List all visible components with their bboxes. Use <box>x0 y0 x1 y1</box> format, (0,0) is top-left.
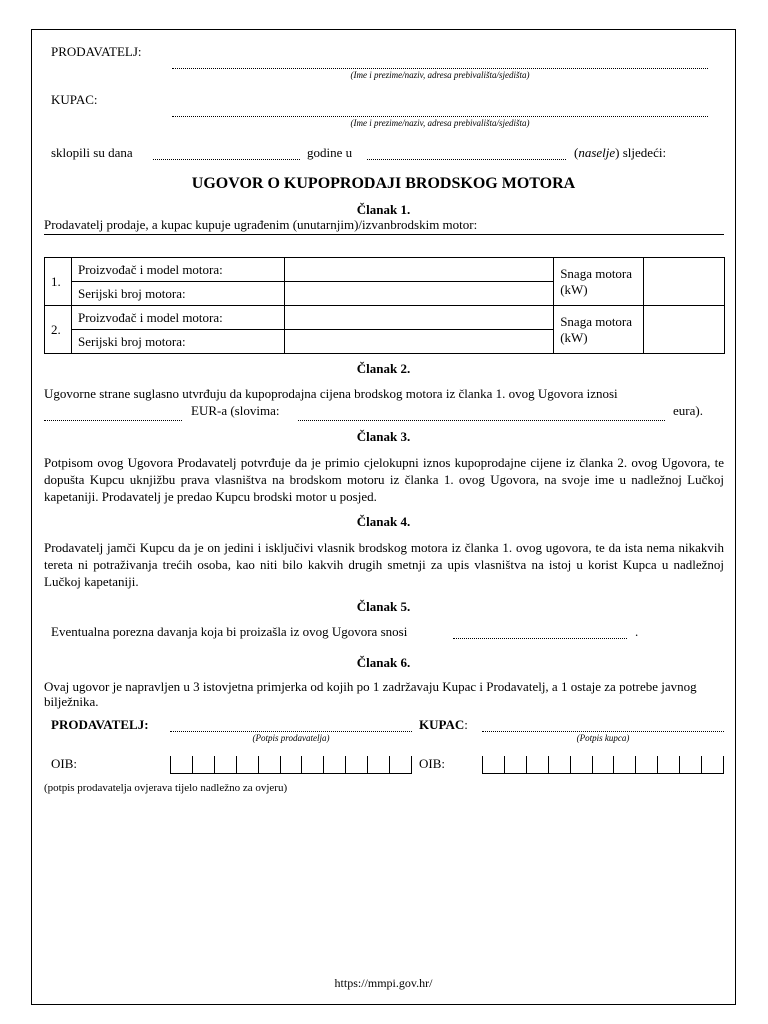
motor2-model-label: Proizvođač i model motora: <box>71 306 284 330</box>
article6-heading: Članak 6. <box>356 655 411 670</box>
motor1-serial-label: Serijski broj motora: <box>71 282 284 306</box>
article4-text: Prodavatelj jamči Kupcu da je on jedini i isključivi vlasnik brodskog motora iz članka 1. ovog ugovora, te da ista nema nikakvih tereta ni potraživanja trećih osoba, kao niti bilo kakvih drugih smetnji za upis vlasništva na istoj u korist Kupca u nadležnoj Lučkoj kapetaniji. <box>44 540 724 589</box>
place-field[interactable] <box>367 159 566 160</box>
tax-payer-field[interactable] <box>453 638 627 639</box>
motor1-power-field[interactable] <box>644 258 725 306</box>
seller-name-field[interactable] <box>172 68 708 69</box>
motor2-serial-field[interactable] <box>284 330 553 354</box>
article2-text: Ugovorne strane suglasno utvrđuju da kupoprodajna cijena brodskog motora iz članka 1. ovog Ugovora iznosi <box>44 386 618 401</box>
contract-title: UGOVOR O KUPOPRODAJI BRODSKOG MOTORA <box>191 175 576 192</box>
seller-name-hint: (Ime i prezime/naziv, adresa prebivališta/sjedišta) <box>350 70 530 80</box>
motor2-serial-label: Serijski broj motora: <box>71 330 284 354</box>
footer-url[interactable]: https://mmpi.gov.hr/ <box>334 976 433 990</box>
place-hint: (naselje) sljedeći: <box>574 145 667 160</box>
article5-end: . <box>635 624 639 639</box>
buyer-name-hint: (Ime i prezime/naziv, adresa prebivališta/sjedišta) <box>350 118 530 128</box>
date-field[interactable] <box>153 159 300 160</box>
concluded-on-text: sklopili su dana <box>51 145 133 160</box>
seller-signature-hint: (Potpis prodavatelja) <box>252 733 330 743</box>
motor1-model-field[interactable] <box>284 258 553 282</box>
buyer-signature-hint: (Potpis kupca) <box>576 733 630 743</box>
article1-text: Prodavatelj prodaje, a kupac kupuje ugrađenim (unutarnjim)/izvanbrodskim motor: <box>44 217 724 235</box>
motor2-number: 2. <box>45 306 72 354</box>
article4-heading: Članak 4. <box>356 514 411 529</box>
article5-heading: Članak 5. <box>356 599 411 614</box>
certification-note: (potpis prodavatelja ovjerava tijelo nadležno za ovjeru) <box>44 782 288 794</box>
signature-buyer-label: KUPAC: <box>419 717 468 732</box>
article3-heading: Članak 3. <box>356 429 411 444</box>
article5-text: Eventualna porezna davanja koja bi proizašla iz ovog Ugovora snosi <box>51 624 408 639</box>
buyer-oib-label: OIB: <box>419 756 445 771</box>
motor2-model-field[interactable] <box>284 306 553 330</box>
seller-signature-field[interactable] <box>170 731 412 732</box>
motor2-power-label: Snaga motora (kW) <box>554 306 644 354</box>
buyer-label: KUPAC: <box>51 92 98 107</box>
article2-heading: Članak 2. <box>356 361 411 376</box>
seller-oib-label: OIB: <box>51 756 77 771</box>
eur-words-label: EUR-a (slovima: <box>191 403 280 418</box>
article3-text: Potpisom ovog Ugovora Prodavatelj potvrđuje da je primio cjelokupni iznos kupoprodajne cijene iz članka 2. ovog Ugovora, te dopušta Kupcu uknjižbu prava vlasništva na brodskom motoru iz članka 1. ovog Ugovora, na svoje ime u nadležnoj Lučkoj kapetaniji. Prodavatelj je predao Kupcu brodski motor u posjed. <box>44 455 724 504</box>
motors-table <box>44 257 725 354</box>
price-amount-field[interactable] <box>44 420 182 421</box>
article6-text: Ovaj ugovor je napravljen u 3 istovjetna primjerka od kojih po 1 zadržavaju Kupac i Prodavatelj, a 1 ostaje za potrebe javnog bilježnika. <box>44 679 697 709</box>
signature-seller-label: PRODAVATELJ: <box>51 717 149 732</box>
price-words-field[interactable] <box>298 420 665 421</box>
buyer-oib-boxes[interactable] <box>482 756 724 774</box>
motor2-power-field[interactable] <box>644 306 725 354</box>
motor1-power-label: Snaga motora (kW) <box>554 258 644 306</box>
motor1-number: 1. <box>45 258 72 306</box>
seller-label: PRODAVATELJ: <box>51 44 142 59</box>
motor2-row-model <box>45 306 725 330</box>
seller-oib-boxes[interactable] <box>170 756 412 774</box>
year-in-text: godine u <box>307 145 353 160</box>
article1-heading: Članak 1. <box>356 202 411 217</box>
motor1-row-model <box>45 258 725 282</box>
buyer-signature-field[interactable] <box>482 731 724 732</box>
buyer-name-field[interactable] <box>172 116 708 117</box>
motor1-serial-field[interactable] <box>284 282 553 306</box>
motor1-model-label: Proizvođač i model motora: <box>71 258 284 282</box>
eura-label: eura). <box>673 403 703 418</box>
